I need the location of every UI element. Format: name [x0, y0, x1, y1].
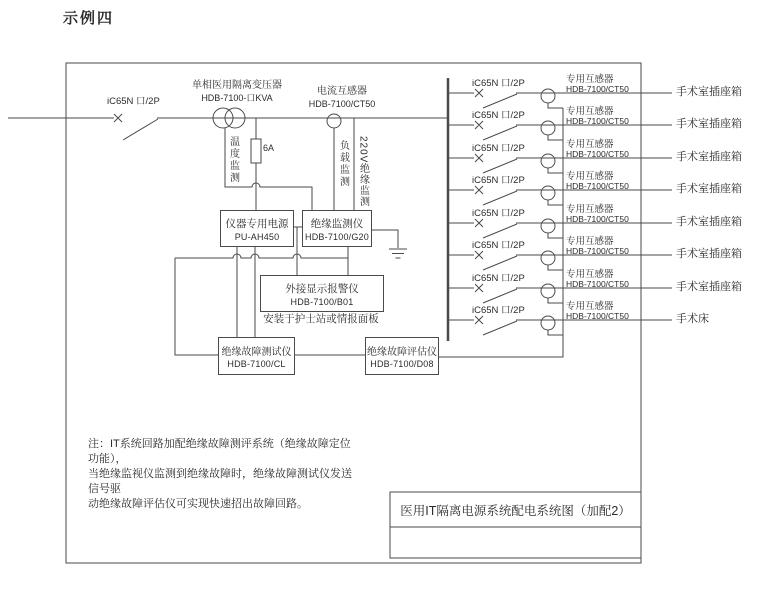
branch-ct-model: HDB-7100/CT50 [566, 311, 629, 321]
main-breaker-label: iC65N 口/2P [107, 96, 160, 107]
branch-wire [448, 284, 672, 303]
instrument-power-model: PU-AH450 [234, 231, 280, 242]
branch-load-label: 手术室插座箱 [676, 216, 742, 228]
branch-ct-model: HDB-7100/CT50 [566, 116, 629, 126]
insulation-monitor-box [302, 210, 372, 247]
alarm-display-caption: 安装于护士站或情报面板 [263, 313, 379, 325]
branch-wire [448, 89, 672, 108]
branch-ct-name: 专用互感器 [566, 106, 614, 117]
fault-tester-box [218, 337, 295, 375]
alarm-display-box [260, 275, 384, 312]
ground-icon [370, 230, 407, 258]
branch-ct-model: HDB-7100/CT50 [566, 214, 629, 224]
branch-ct-model: HDB-7100/CT50 [566, 149, 629, 159]
branch-ct-model: HDB-7100/CT50 [566, 181, 629, 191]
branch-ct-name: 专用互感器 [566, 269, 614, 280]
branch-ct-icon [541, 154, 555, 168]
alarm-display-model: HDB-7100/B01 [290, 296, 354, 307]
note-text [88, 437, 360, 512]
temperature-monitor-label: 温度监测 [227, 136, 239, 184]
signal-wire [175, 254, 348, 258]
signal-wire-drop [175, 258, 218, 355]
branch-ct-model: HDB-7100/CT50 [566, 84, 629, 94]
insulation-220v-label: 220V绝缘监测 [357, 136, 369, 208]
fuse-rating-label: 6A [263, 143, 275, 153]
branch-ct-name: 专用互感器 [566, 204, 614, 215]
note-line-1: 注：IT系统回路加配绝缘故障测评系统（绝缘故障定位功能）， [88, 438, 351, 465]
branch-breaker-label: iC65N 口/2P [472, 305, 525, 316]
branch-ct-icon [541, 219, 555, 233]
branch-ct-icon [541, 316, 555, 330]
branch-ct-name: 专用互感器 [566, 236, 614, 247]
alarm-display-name: 外接显示报警仪 [285, 282, 359, 295]
branch-load-label: 手术室插座箱 [676, 118, 742, 130]
branch-wire [448, 186, 672, 205]
branch-breaker-label: iC65N 口/2P [472, 175, 525, 186]
instrument-power-name: 仪器专用电源 [225, 217, 289, 230]
branch-load-label: 手术室插座箱 [676, 281, 742, 293]
transformer-name: 单相医用隔离变压器 [192, 80, 282, 91]
main-ct-model: HDB-7100/CT50 [308, 99, 376, 109]
branch-wire [448, 219, 672, 238]
branch-ct-icon [541, 89, 555, 103]
branch-wire [448, 121, 672, 140]
branch-ct-name: 专用互感器 [566, 171, 614, 182]
branch-ct-icon [541, 121, 555, 135]
branch-load-label: 手术室插座箱 [676, 86, 742, 98]
branch-wire [448, 316, 672, 335]
fault-evaluator-box [365, 337, 439, 375]
note-line-2: 当绝缘监视仪监测到绝缘故障时，绝缘故障测试仪发送信号驱 [88, 468, 352, 495]
fault-tester-name: 绝缘故障测试仪 [221, 347, 292, 358]
branch-load-label: 手术室插座箱 [676, 183, 742, 195]
insulation-monitor-model: HDB-7100/G20 [305, 231, 369, 242]
branch-ct-icon [541, 251, 555, 265]
main-ct-name: 电流互感器 [317, 86, 367, 97]
fuse-icon [251, 139, 261, 163]
branch-wire [448, 251, 672, 270]
branch-ct-name: 专用互感器 [566, 74, 614, 85]
main-ct-icon [327, 114, 341, 128]
branch-wire [448, 154, 672, 173]
branch-breaker-label: iC65N 口/2P [472, 208, 525, 219]
note-line-3: 动绝缘故障评估仪可实现快速招出故障回路。 [88, 498, 308, 510]
main-breaker-icon [114, 114, 158, 140]
branch-ct-model: HDB-7100/CT50 [566, 279, 629, 289]
branch-breaker-label: iC65N 口/2P [472, 78, 525, 89]
branch-breaker-label: iC65N 口/2P [472, 110, 525, 121]
fault-evaluator-name: 绝缘故障评估仪 [367, 347, 437, 358]
insulation-monitor-name: 绝缘监测仪 [310, 217, 364, 230]
load-monitor-label: 负载监测 [337, 140, 349, 188]
branch-ct-icon [541, 186, 555, 200]
branch-load-label: 手术床 [676, 313, 709, 325]
branch-ct-model: HDB-7100/CT50 [566, 246, 629, 256]
branch-load-label: 手术室插座箱 [676, 151, 742, 163]
branch-ct-icon [541, 284, 555, 298]
page-title: 示例四 [63, 10, 115, 27]
branch-load-label: 手术室插座箱 [676, 248, 742, 260]
fault-tester-model: HDB-7100/CL [227, 359, 286, 369]
title-block-title: 医用IT隔离电源系统配电系统图（加配2） [400, 503, 631, 518]
branch-breaker-label: iC65N 口/2P [472, 273, 525, 284]
fuse-wire [251, 118, 261, 210]
fault-evaluator-model: HDB-7100/D08 [370, 359, 434, 369]
branch-breaker-label: iC65N 口/2P [472, 240, 525, 251]
transformer-model: HDB-7100-口KVA [201, 93, 273, 103]
branch-ct-name: 专用互感器 [566, 139, 614, 150]
branch-breaker-label: iC65N 口/2P [472, 143, 525, 154]
instrument-power-box [220, 210, 294, 247]
branch-ct-name: 专用互感器 [566, 301, 614, 312]
